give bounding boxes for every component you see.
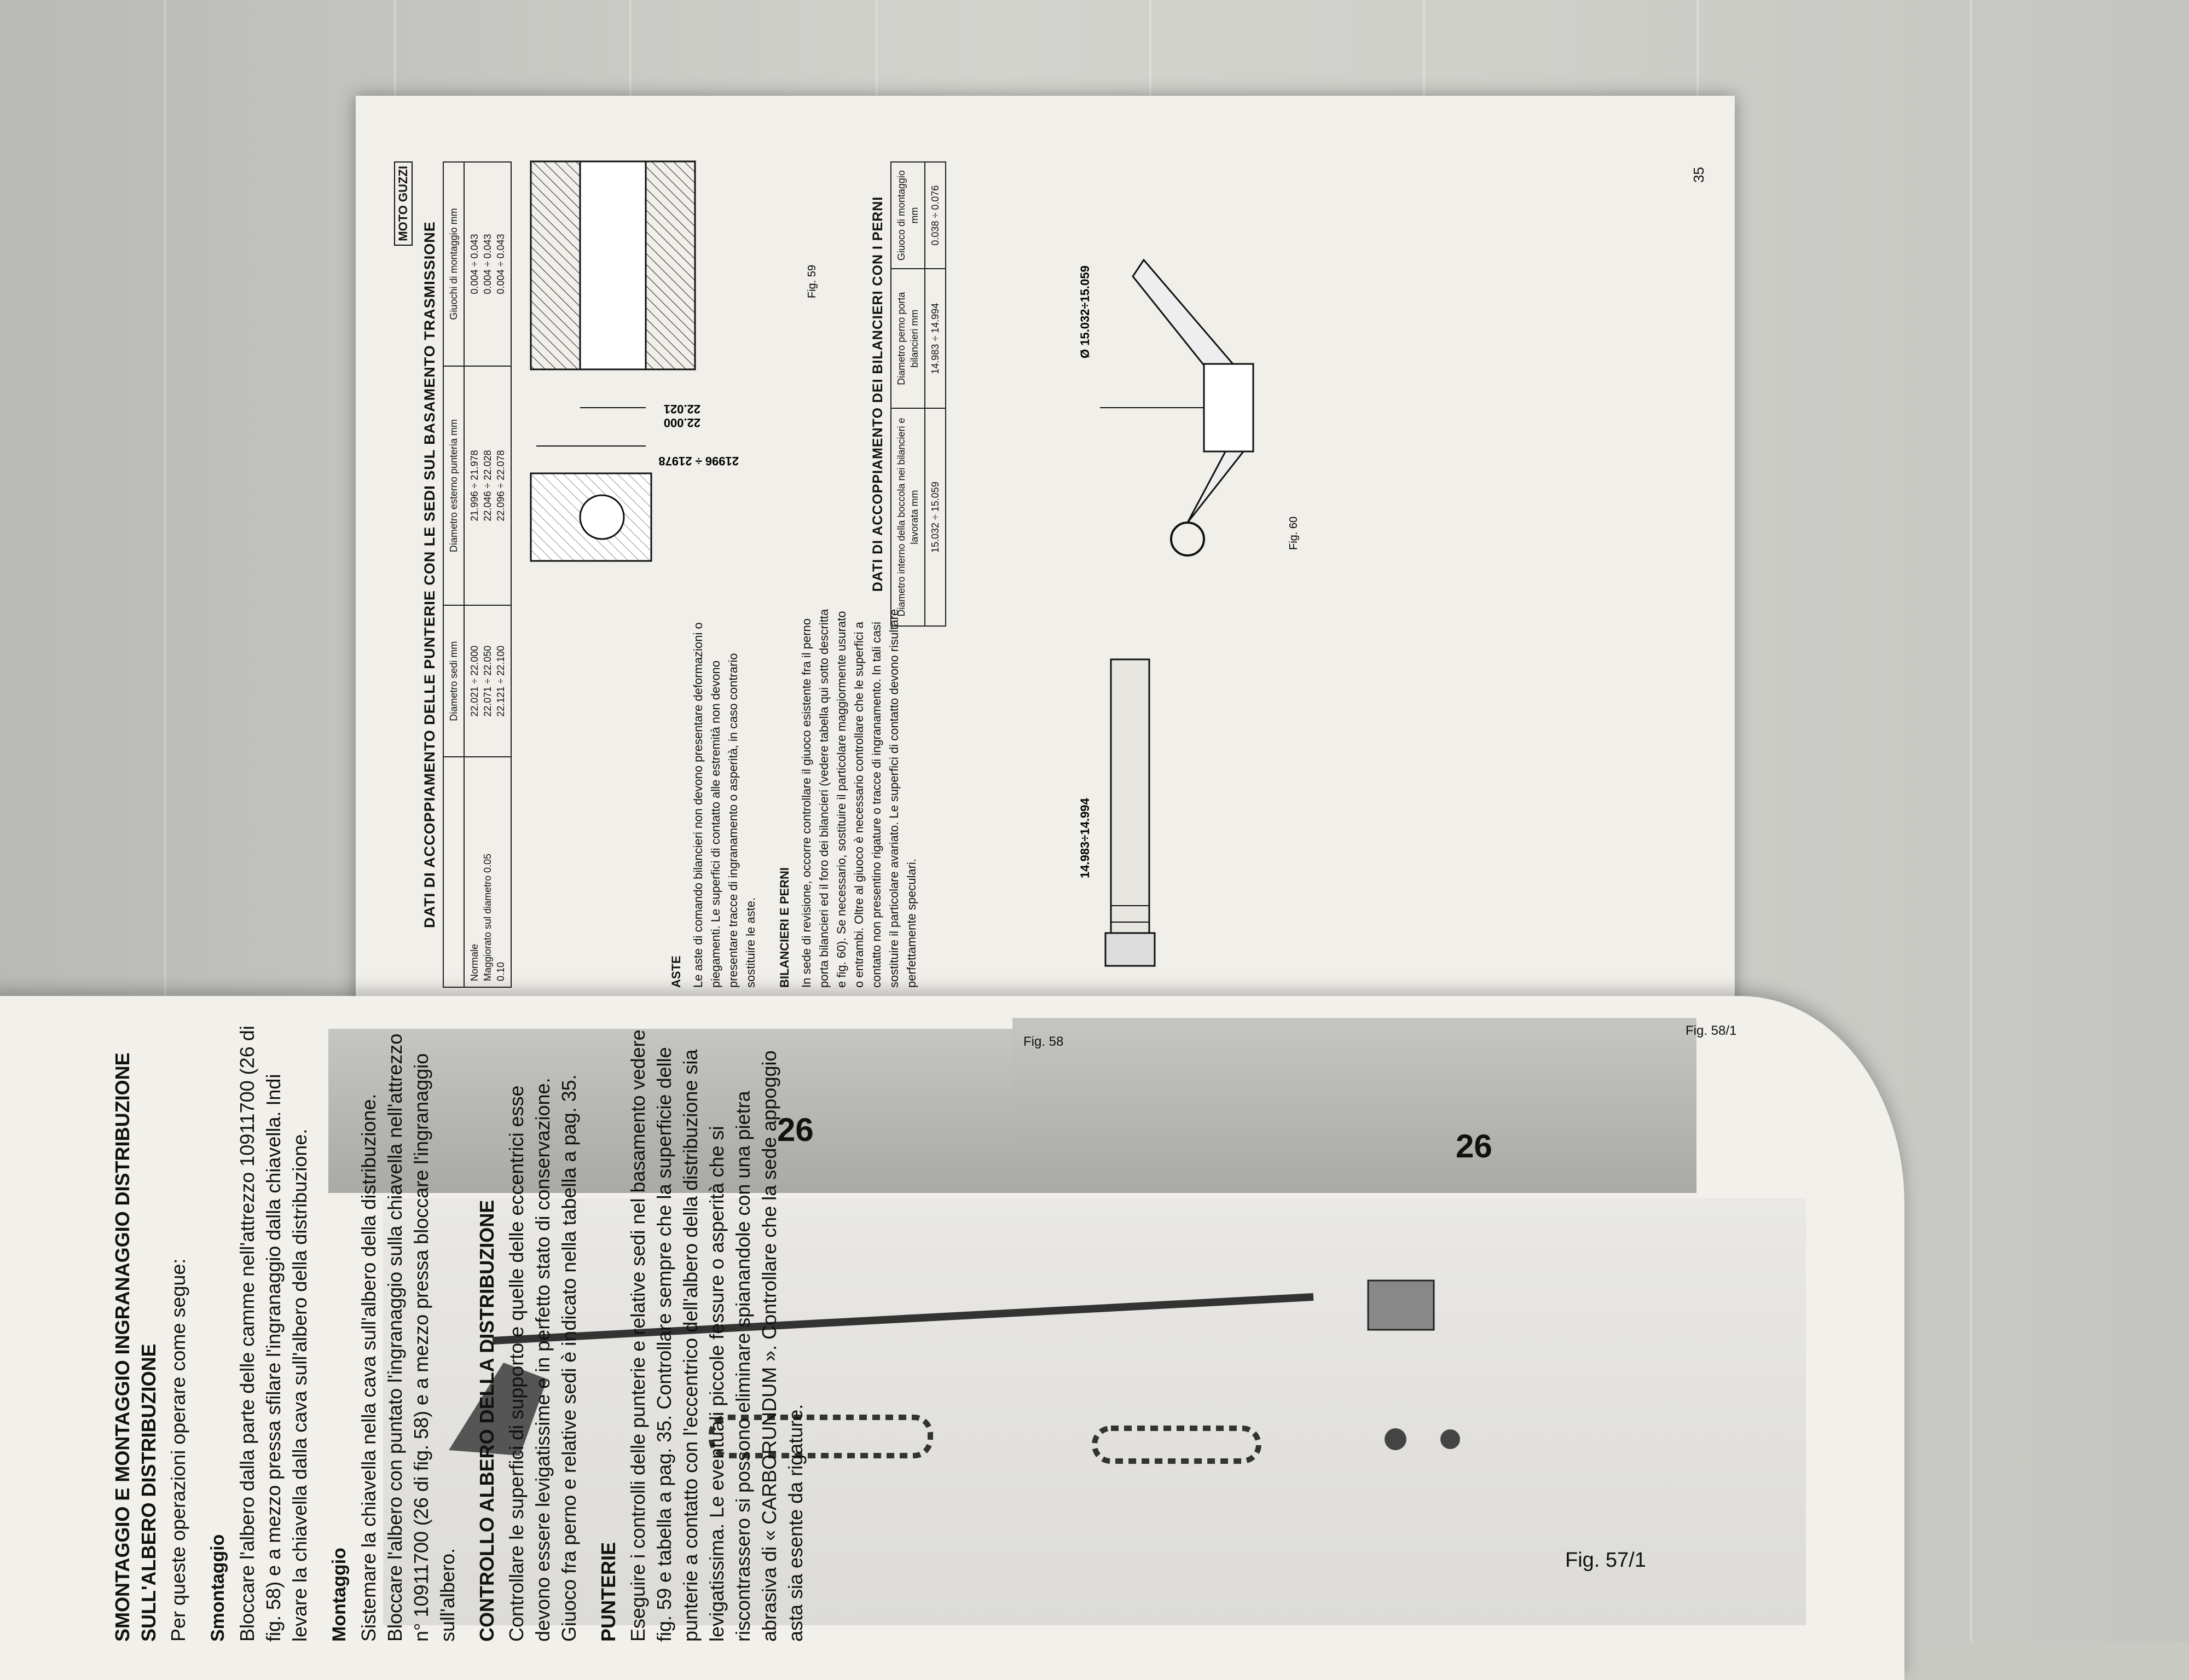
press-tool-photo-bottom bbox=[1012, 1018, 1696, 1193]
text-column bbox=[651, 605, 920, 988]
table-cell: 15.032 ÷ 15.059 bbox=[925, 408, 946, 626]
table-cell: 14.983 ÷ 14.994 bbox=[925, 269, 946, 408]
right-page-wrapper bbox=[350, 93, 1740, 1056]
left-paragraph-3: Sistemare la chiavella nella cava sull'albero della distribuzione. Bloccare l'albero con puntato l'ingranaggio sulla chiavella nell'attrezzo n° 10911700 (26 di fig. 58) e a mezzo pressa bloccare l'ingranaggio sull'albero. bbox=[357, 1033, 459, 1642]
moto-guzzi-logo: MOTO GUZZI bbox=[394, 161, 413, 246]
left-heading-1: SMONTAGGIO E MONTAGGIO INGRANAGGIO DISTRIBUZIONE SULL'ALBERO DISTRIBUZIONE bbox=[111, 1052, 160, 1642]
table-cell: 21.996 ÷ 21.978 22.046 ÷ 22.028 22.096 ÷ 22.078 bbox=[464, 366, 511, 605]
left-text-block bbox=[109, 1023, 807, 1642]
left-text-area bbox=[109, 1023, 807, 1642]
callout-26-top: 26 bbox=[777, 1111, 814, 1148]
fig60-dim1: 14.983÷14.994 bbox=[1078, 798, 1092, 878]
table1-header-0 bbox=[443, 757, 464, 987]
fig60-dim2: Ø 15.032÷15.059 bbox=[1078, 265, 1092, 358]
fig60-diagram bbox=[1023, 161, 1598, 988]
aste-text: Le aste di comando bilancieri non devono presentare deformazioni o piegamenti. Le superfici di contatto alle estremità non devono presentare tracce di ingranamento o asperità, in caso contrario sostituire le aste. bbox=[691, 622, 757, 988]
page-number: 35 bbox=[1690, 167, 1707, 183]
fig59-dim1: 21996 ÷ 21978 bbox=[658, 454, 739, 468]
fig59-label: Fig. 59 bbox=[806, 264, 818, 298]
fig58-caption-bottom: Fig. 58/1 bbox=[1686, 1023, 1737, 1038]
left-paragraph-5: Eseguire i controlli delle punterie e relative sedi nel basamento vedere fig. 59 e tabella a pag. 35. Controllare sempre che la superficie delle punterie a contatto con l'eccentrico dell'albero della distribuzione sia levigatissima. Le eventuali piccole fessure o asperità che si riscontrassero si possono eliminare spianandole con una pietra abrasiva di « CARBORUNDUM ». Controllare che la sede appoggio asta sia esente da rigature. bbox=[627, 1029, 807, 1642]
fig60-label: Fig. 60 bbox=[1288, 516, 1300, 550]
fig58-caption-top: Fig. 58 bbox=[1023, 1034, 1064, 1049]
table1-header-2: Diametro esterno punteria mm bbox=[443, 366, 464, 605]
table2-header-2: Giuoco di montaggio mm bbox=[891, 162, 925, 269]
fig59-dim2b: 22.021 bbox=[663, 402, 700, 416]
table-cell: 0.038 ÷ 0.076 bbox=[925, 162, 946, 269]
table2-header-1: Diametro perno porta bilancieri mm bbox=[891, 269, 925, 408]
left-heading-2: CONTROLLO ALBERO DELLA DISTRIBUZIONE bbox=[476, 1200, 498, 1642]
fig59-diagram bbox=[520, 145, 826, 572]
table-cell: 22.021 ÷ 22.000 22.071 ÷ 22.050 22.121 ÷ 22.100 bbox=[464, 605, 511, 757]
left-subheading-2: Montaggio bbox=[329, 1548, 350, 1642]
left-heading-3: PUNTERIE bbox=[597, 1542, 619, 1642]
fig59-dim2a: 22.000 bbox=[663, 416, 700, 430]
left-paragraph-2: Bloccare l'albero dalla parte delle camme nell'attrezzo 10911700 (26 di fig. 58) e a mezzo pressa sfilare l'ingranaggio dalla chiavella. Indi levare la chiavella dalla cava sull'albero della distribuzione. bbox=[236, 1026, 311, 1642]
bilancieri-text: In sede di revisione, occorre controllare il giuoco esistente fra il perno porta bilancieri ed il foro dei bilancieri (vedere tabella qui sotto descritta e fig. 60). Se necessario, sostituire il particolare maggiormente usurato o entrambi. Oltre al giuoco è necessario controllare che le superfici a contatto non presentino rigature o tracce di ingranamento. In tali casi sostituire il particolare avariato. Le superfici di contatto devono risultare perfettamente speculari. bbox=[800, 609, 918, 988]
table-punterie bbox=[421, 161, 512, 988]
table1-header-1: Diametro sedi mm bbox=[443, 605, 464, 757]
bilancieri-heading: BILANCIERI E PERNI bbox=[778, 867, 791, 988]
aste-heading: ASTE bbox=[669, 955, 683, 988]
callout-26-bottom: 26 bbox=[1456, 1128, 1492, 1165]
fig57-caption: Fig. 57/1 bbox=[1565, 1549, 1646, 1572]
table2-title: DATI DI ACCOPPIAMENTO DEI BILANCIERI CON I PERNI bbox=[870, 196, 885, 592]
left-paragraph-1: Per queste operazioni operare come segue: bbox=[167, 1258, 189, 1642]
left-subheading-1: Smontaggio bbox=[207, 1534, 228, 1642]
left-paragraph-4: Controllare le superfici di supporto e quelle delle eccentrici esse devono essere levigatissime e in perfetto stato di conservazione. Giuoco fra perno e relative sedi è indicato nella tabella a pag. 35. bbox=[505, 1074, 580, 1642]
right-page bbox=[356, 96, 1735, 1053]
table-bilancieri bbox=[870, 161, 946, 627]
table-cell: 0.004 ÷ 0.043 0.004 ÷ 0.043 0.004 ÷ 0.043 bbox=[464, 162, 511, 366]
table-cell: Normale Maggiorato sul diametro 0.05 0.10 bbox=[464, 757, 511, 987]
table1-header-3: Giuochi di montaggio mm bbox=[443, 162, 464, 366]
table2-header-0: Diametro interno della boccola nei bilancieri e lavorata mm bbox=[891, 408, 925, 626]
table1-title: DATI DI ACCOPPIAMENTO DELLE PUNTERIE CON LE SEDI SUL BASAMENTO TRASMISSIONE bbox=[421, 221, 438, 928]
